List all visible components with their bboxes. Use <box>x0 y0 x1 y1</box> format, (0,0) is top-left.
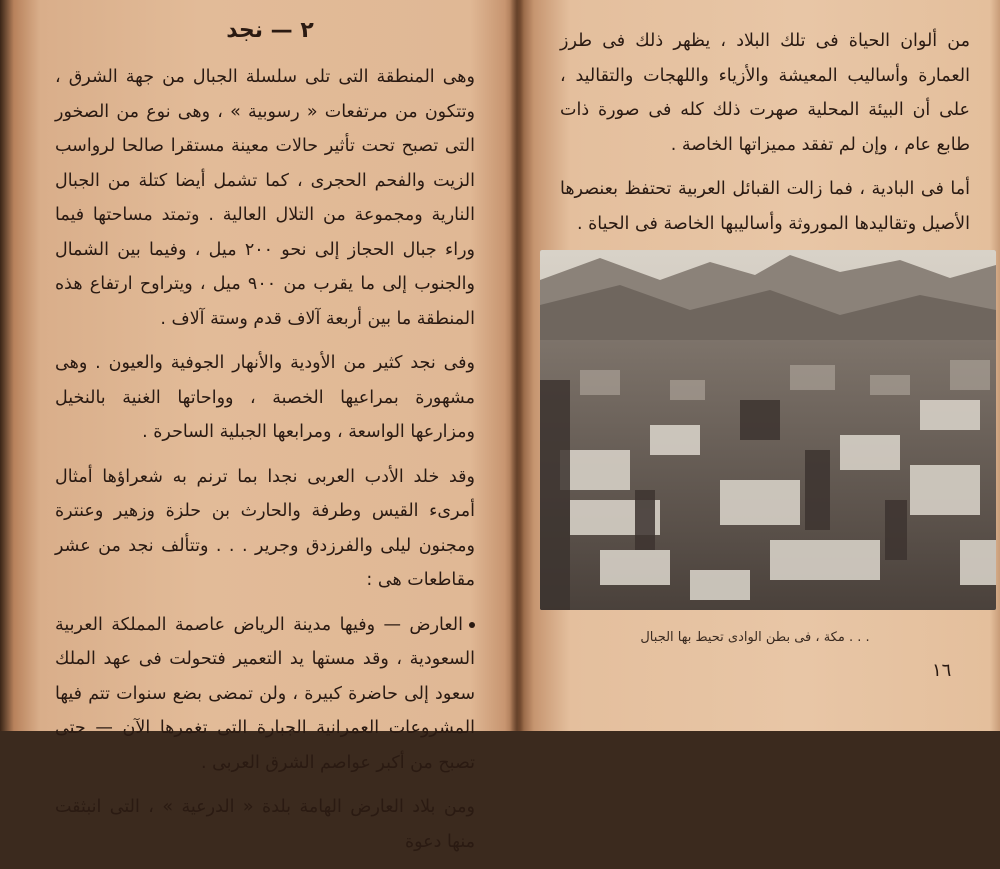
paragraph-diriyah: ومن بلاد العارض الهامة بلدة « الدرعية » ، التى انبثقت منها دعوة <box>55 797 475 852</box>
paragraph-arid <box>55 608 475 781</box>
chapter-heading: ٢ — نجد <box>226 18 314 43</box>
bullet-icon <box>469 622 475 628</box>
paragraph-literature: وقد خلد الأدب العربى نجدا بما ترنم به شعراؤها أمثال أمرىء القيس وطرفة والحارث بن حلزة وزهير وعنترة ومجنون ليلى والفرزدق وجرير . . . وتتألف نجد من عشر مقاطعات هى : <box>55 466 475 590</box>
paragraph-arid-text: العارض — وفيها مدينة الرياض عاصمة المملكة العربية السعودية ، وقد مستها يد التعمير فتحولت فى عهد الملك سعود إلى حاضرة كبيرة ، ولن تمضى بضع سنوات تتم فيها المشروعات العمرانية الجبارة التى تغمرها الآن — حتى تصبح من أكبر عواصم الشرق العربى . <box>55 614 475 773</box>
left-page-text <box>55 60 475 869</box>
right-page-text <box>560 24 970 251</box>
mecca-photo-image <box>540 250 996 610</box>
paragraph-valleys: وفى نجد كثير من الأودية والأنهار الجوفية والعيون . وهى مشهورة بمراعيها الخصبة ، وواحاتها الغنية بالنخيل ومزارعها الواسعة ، ومرابعها الجبلية الساحرة . <box>55 353 475 442</box>
photo-caption: . . . مكة ، فى بطن الوادى تحيط بها الجبال <box>640 630 870 645</box>
page-number: ١٦ <box>932 660 952 681</box>
paragraph-lifestyle: من ألوان الحياة فى تلك البلاد ، يظهر ذلك فى طرز العمارة وأساليب المعيشة والأزياء واللهجات والتقاليد ، على أن البيئة المحلية صهرت ذلك كله فى صورة ذات طابع عام ، وإن لم تفقد مميزاتها الخاصة . <box>560 31 970 155</box>
mecca-photo <box>540 250 996 610</box>
paragraph-bedouin: أما فى البادية ، فما زالت القبائل العربية تحتفظ بعنصرها الأصيل وتقاليدها الموروثة وأساليبها الخاصة فى الحياة . <box>560 179 970 234</box>
book-spine <box>510 0 524 731</box>
paragraph-najd-intro: وهى المنطقة التى تلى سلسلة الجبال من جهة الشرق ، وتتكون من مرتفعات « رسوبية » ، وهى نوع من الصخور التى تصبح تحت تأثير حالات معينة مستقرا صالحا لرواسب الزيت والفحم الحجرى ، كما تشمل أيضا كتلة من الجبال النارية ومجموعة من التلال العالية . وتمتد مساحتها فيما وراء جبال الحجاز إلى نحو ٢٠٠ ميل ، وفيما بين الشمال والجنوب إلى ما يقرب من ٩٠٠ ميل ، ويتراوح ارتفاع هذه المنطقة ما بين أربعة آلاف قدم وستة آلاف . <box>55 67 476 329</box>
